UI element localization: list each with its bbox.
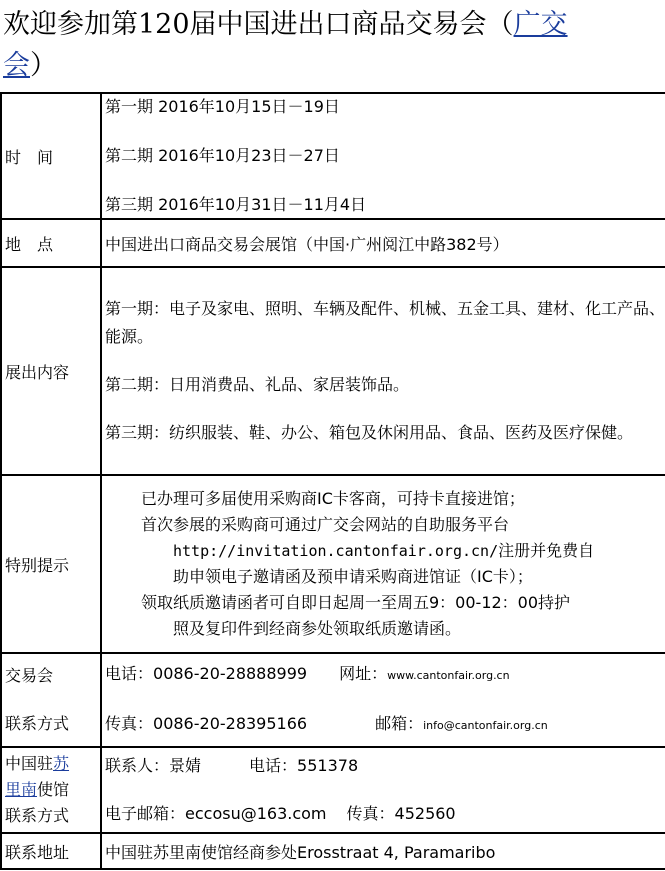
fair-phone-label: 电话： xyxy=(105,664,154,683)
embassy-person-line xyxy=(105,753,665,779)
suriname-link-2[interactable]: 里南 xyxy=(5,780,38,799)
fair-phone-line xyxy=(105,661,665,689)
embassy-label-3: 联系方式 xyxy=(5,806,70,825)
place-label: 地 点 xyxy=(1,219,101,267)
notes-line-2: 首次参展的采购商可通过广交会网站的自助服务平台 xyxy=(141,515,510,534)
address-row xyxy=(1,833,665,869)
notes-line-1: 已办理可多届使用采购商IC卡客商，可持卡直接进馆； xyxy=(141,489,525,508)
exhibits-row xyxy=(1,267,665,475)
fair-email[interactable]: info@cantonfair.org.cn xyxy=(423,719,548,732)
time-phase-3: 第三期 2016年10月31日－11月4日 xyxy=(105,195,367,214)
embassy-person: 景婧 xyxy=(169,756,202,775)
place-value: 中国进出口商品交易会展馆（中国·广州阅江中路382号） xyxy=(101,219,665,267)
exhibits-value xyxy=(101,267,665,475)
embassy-person-label: 联系人： xyxy=(105,756,170,775)
embassy-label-b: 使馆 xyxy=(37,780,70,799)
address-label: 联系地址 xyxy=(1,833,101,869)
notes-line-5: 领取纸质邀请函者可自即日起周一至周五9：00-12：00持护 xyxy=(141,593,571,612)
fair-website[interactable]: www.cantonfair.org.cn xyxy=(387,669,510,682)
title-close: ） xyxy=(30,50,57,81)
time-value xyxy=(101,93,665,219)
embassy-label-1 xyxy=(5,751,100,777)
fair-contact-label-1: 交易会 xyxy=(5,666,54,685)
fair-contact-row xyxy=(1,653,665,747)
embassy-label-a: 中国驻 xyxy=(5,754,54,773)
fair-email-label: 邮箱： xyxy=(375,714,424,733)
time-row xyxy=(1,93,665,219)
address-value: 中国驻苏里南使馆经商参处Erosstraat 4, Paramaribo xyxy=(101,833,665,869)
embassy-contact-value xyxy=(101,747,665,833)
fair-contact-label xyxy=(1,653,101,747)
notes-line-3 xyxy=(105,538,665,564)
fair-phone: 0086-20-28888999 xyxy=(153,664,308,683)
embassy-phone-label: 电话： xyxy=(249,756,298,775)
fair-contact-value xyxy=(101,653,665,747)
notes-value xyxy=(101,475,665,653)
notes-label: 特别提示 xyxy=(1,475,101,653)
time-phase-1: 第一期 2016年10月15日－19日 xyxy=(105,97,340,116)
embassy-email-line xyxy=(105,801,665,827)
place-row xyxy=(1,219,665,267)
suriname-link-1[interactable]: 苏 xyxy=(53,754,70,773)
embassy-phone: 551378 xyxy=(297,756,359,775)
exhibits-phase-2: 第二期：日用消费品、礼品、家居装饰品。 xyxy=(105,375,410,394)
registration-url[interactable]: http://invitation.cantonfair.org.cn/ xyxy=(173,542,499,560)
canton-fair-link[interactable]: 广交 xyxy=(513,9,568,40)
embassy-contact-row xyxy=(1,747,665,833)
embassy-email-label: 电子邮箱： xyxy=(105,804,186,823)
embassy-contact-label xyxy=(1,747,101,833)
fair-fax-line xyxy=(105,711,665,739)
fair-contact-label-2: 联系方式 xyxy=(5,714,70,733)
exhibits-phase-3: 第三期：纺织服装、鞋、办公、箱包及休闲用品、食品、医药及医疗保健。 xyxy=(105,423,634,442)
info-table xyxy=(0,92,665,870)
fair-web-label: 网址： xyxy=(339,664,388,683)
time-phase-2: 第二期 2016年10月23日－27日 xyxy=(105,146,340,165)
embassy-fax: 452560 xyxy=(394,804,456,823)
canton-fair-link-continued[interactable]: 会 xyxy=(3,50,30,81)
notes-line-3-text: 注册并免费自 xyxy=(498,541,595,560)
embassy-email[interactable]: eccosu@163.com xyxy=(185,804,327,823)
title-text: 欢迎参加第120届中国进出口商品交易会（ xyxy=(3,9,514,40)
time-label: 时 间 xyxy=(1,93,101,219)
fair-fax: 0086-20-28395166 xyxy=(153,714,308,733)
embassy-fax-label: 传真： xyxy=(346,804,395,823)
notes-row xyxy=(1,475,665,653)
notes-line-6: 照及复印件到经商参处领取纸质邀请函。 xyxy=(173,619,462,638)
fair-fax-label: 传真： xyxy=(105,714,154,733)
exhibits-label: 展出内容 xyxy=(1,267,101,475)
embassy-label-2 xyxy=(5,777,100,803)
exhibits-phase-1: 第一期：电子及家电、照明、车辆及配件、机械、五金工具、建材、化工产品、能源。 xyxy=(105,299,665,346)
notes-line-4: 助申领电子邀请函及预申请采购商进馆证（IC卡）； xyxy=(173,567,533,586)
page-title xyxy=(3,4,643,86)
